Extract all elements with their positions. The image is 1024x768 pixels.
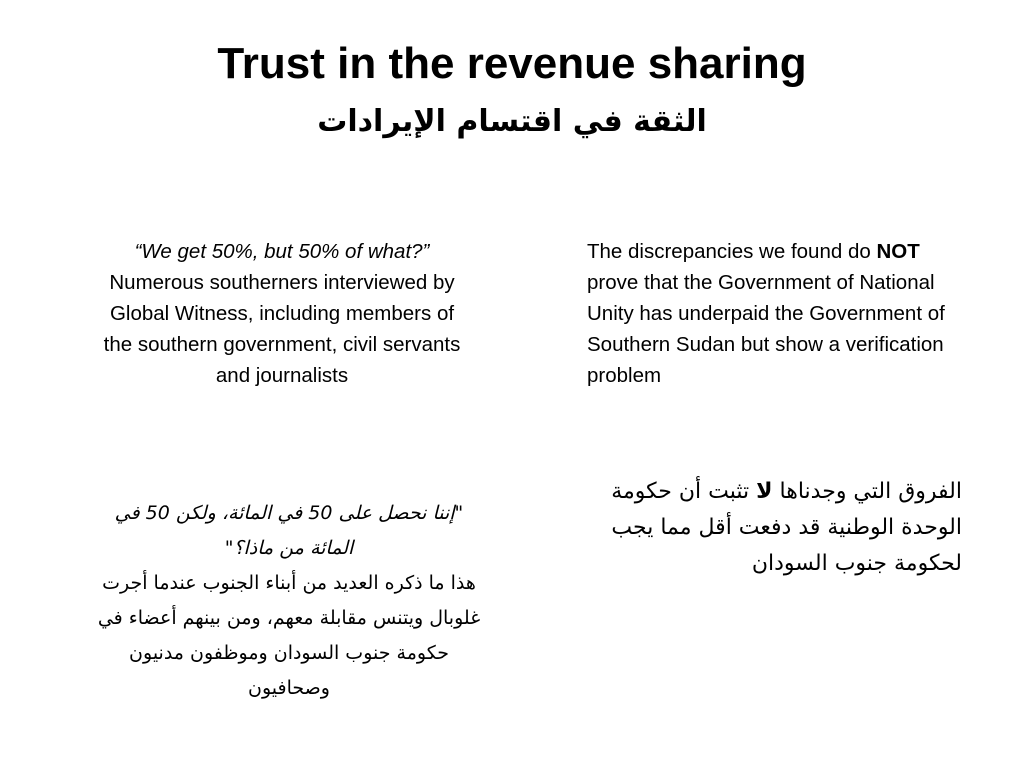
slide-title-arabic: الثقة في اقتسام الإيرادات bbox=[317, 104, 707, 139]
right-arabic-before: الفروق التي وجدناها bbox=[772, 479, 962, 504]
right-english-after: prove that the Government of National Unity has underpaid the Government of Southern Sudan but show a verification problem bbox=[587, 271, 945, 387]
left-arabic-text bbox=[96, 496, 482, 706]
right-english-before: The discrepancies we found do bbox=[587, 240, 877, 263]
left-english-quote: “We get 50%, but 50% of what?” bbox=[134, 240, 430, 263]
slide-title: Trust in the revenue sharing bbox=[217, 39, 807, 88]
right-arabic-text bbox=[600, 474, 962, 582]
right-english-emphasis: NOT bbox=[876, 240, 920, 263]
right-arabic-after: تثبت أن حكومة الوحدة الوطنية قد دفعت أقل مما يجب لحكومة جنوب السودان bbox=[611, 479, 962, 576]
left-english-text bbox=[96, 236, 468, 391]
right-arabic-emphasis: لا bbox=[756, 479, 773, 504]
left-arabic-body: هذا ما ذكره العديد من أبناء الجنوب عندما أجرت غلوبال ويتنس مقابلة معهم، ومن بينهم أعضاء في حكومة جنوب السودان وموظفون مدنيون وصحافيون bbox=[97, 572, 481, 699]
left-english-body: Numerous southerners interviewed by Global Witness, including members of the southern government, civil servants and journalists bbox=[103, 271, 461, 387]
left-arabic-quote: "إننا نحصل على 50 في المائة، ولكن 50 في المائة من ماذا؟" bbox=[114, 502, 464, 559]
right-english-text bbox=[587, 236, 967, 391]
